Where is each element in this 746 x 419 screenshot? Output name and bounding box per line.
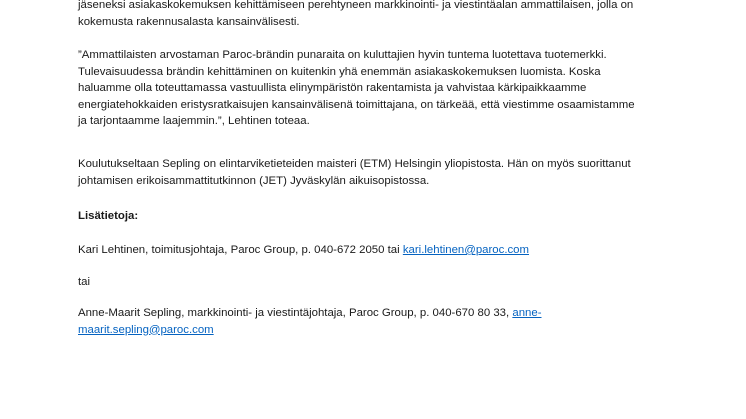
contact-1-text: Kari Lehtinen, toimitusjohtaja, Paroc Group, p. 040-672 2050 tai	[78, 244, 403, 256]
intro-line-2: kokemusta rakennusalasta kansainvälisesti.	[78, 15, 300, 28]
intro-line-1: jäseneksi asiakaskokemuksen kehittämiseen perehtyneen markkinointi- ja viestintäalan ammattilaisen, jolla on	[78, 0, 634, 11]
contact-paragraph-2	[78, 305, 718, 338]
quote-line-4: energiatehokkaiden eristysratkaisujen kansainvälisenä toimittajana, on tärkeää, että viestimme osaamistamme	[78, 98, 635, 111]
contact-paragraph-1	[78, 242, 718, 259]
quote-paragraph	[78, 47, 718, 130]
contact-2-email-link-part-1[interactable]: anne-	[512, 307, 542, 319]
education-paragraph	[78, 156, 718, 189]
quote-line-1: ”Ammattilaisten arvostaman Paroc-brändin punaraita on kuluttajien hyvin tuntema luotettava tuotemerkki.	[78, 49, 607, 61]
quote-line-2: Tulevaisuudessa brändin kehittäminen on kuitenkin yhä enemmän asiakaskokemuksen luomista. Koska	[78, 65, 601, 78]
quote-line-5: ja tarjontaamme laajemmin.”, Lehtinen toteaa.	[78, 115, 310, 127]
education-line-2: johtamisen erikoisammattitutkinnon (JET) Jyväskylän aikuisopistossa.	[78, 174, 430, 187]
contact-2-line-2	[78, 322, 718, 339]
info-heading: Lisätietoja:	[78, 210, 139, 222]
intro-paragraph	[78, 0, 718, 30]
separator-text: tai	[78, 276, 91, 288]
contact-2-text: Anne-Maarit Sepling, markkinointi- ja viestintäjohtaja, Paroc Group, p. 040-670 80 33,	[78, 307, 513, 319]
education-line-1: Koulutukseltaan Sepling on elintarviketieteiden maisteri (ETM) Helsingin yliopistosta. Hän on myös suorittanut	[78, 158, 631, 170]
contact-1-email-link[interactable]: kari.lehtinen@paroc.com	[402, 244, 530, 256]
quote-line-3: haluamme olla toteuttamassa vastuullista elinympäristön rakentamista ja vahvistaa kärkipaikkaamme	[78, 82, 587, 94]
contact-2-email-link-part-2[interactable]: maarit.sepling@paroc.com	[78, 323, 214, 336]
contact-2-line-1	[78, 305, 718, 322]
